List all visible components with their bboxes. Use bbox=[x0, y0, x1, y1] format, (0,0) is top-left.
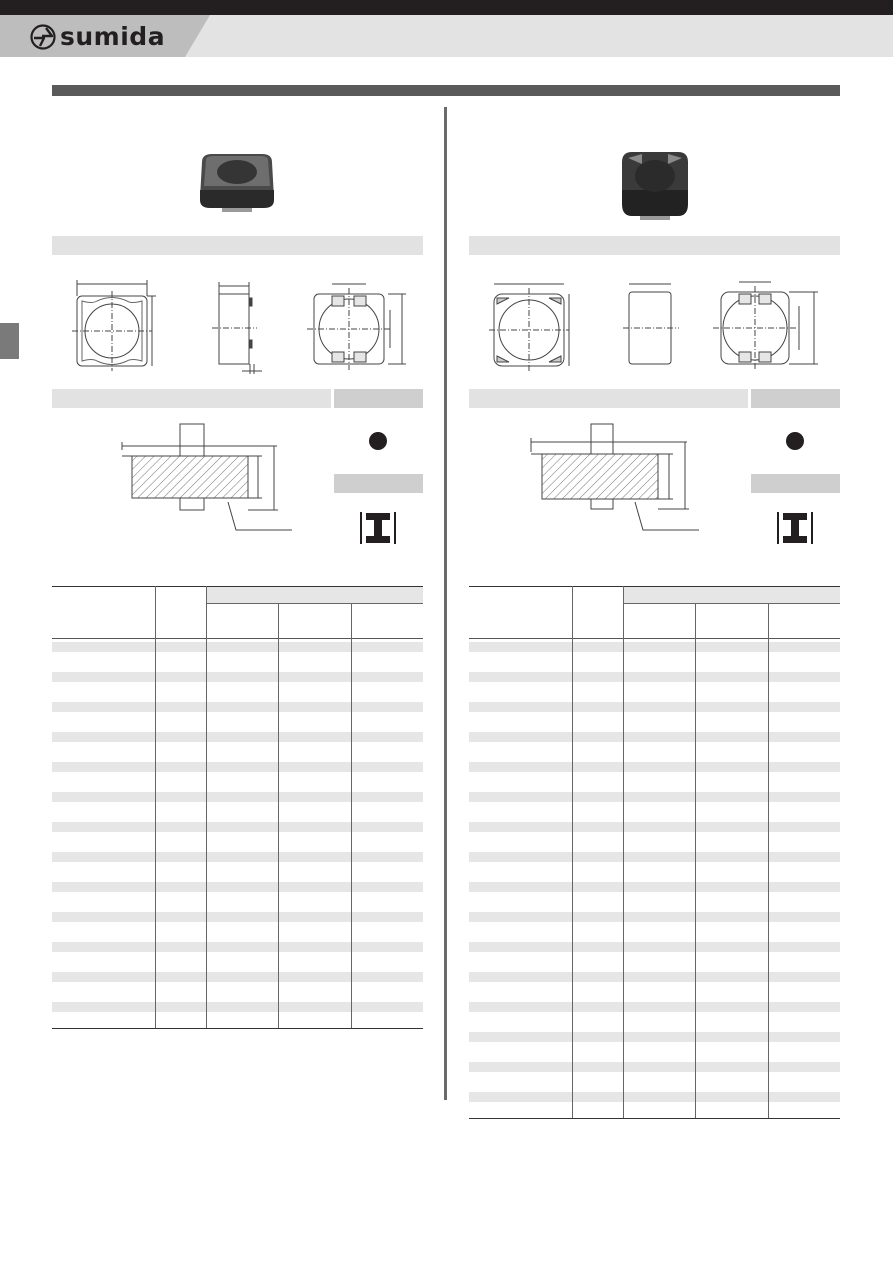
table-column-rule bbox=[278, 603, 279, 1028]
table-row bbox=[52, 792, 423, 802]
construction-band bbox=[751, 474, 840, 493]
land-pattern-drawing bbox=[52, 422, 332, 542]
table-row bbox=[469, 1032, 840, 1042]
polarity-band bbox=[334, 389, 423, 408]
table-column-rule bbox=[351, 603, 352, 1028]
construction-band bbox=[334, 474, 423, 493]
table-row bbox=[469, 1062, 840, 1072]
table-row bbox=[469, 792, 840, 802]
product-photo bbox=[192, 150, 282, 214]
dot-marker-icon bbox=[367, 430, 389, 452]
table-row bbox=[52, 642, 423, 652]
table-row bbox=[52, 822, 423, 832]
column-divider bbox=[444, 107, 447, 1100]
table-row bbox=[52, 882, 423, 892]
table-column-rule bbox=[623, 586, 624, 1118]
table-bottom-rule bbox=[52, 1028, 423, 1029]
table-row bbox=[52, 1002, 423, 1012]
table-column-rule bbox=[768, 603, 769, 1118]
table-header-rule bbox=[52, 638, 423, 639]
table-row bbox=[469, 942, 840, 952]
product-photo bbox=[614, 148, 696, 222]
table-header-rule bbox=[469, 638, 840, 639]
dot-marker-icon bbox=[784, 430, 806, 452]
table-group-header bbox=[624, 587, 840, 603]
table-row bbox=[52, 672, 423, 682]
table-row bbox=[469, 702, 840, 712]
table-row bbox=[469, 882, 840, 892]
table-row bbox=[52, 942, 423, 952]
table-column-rule bbox=[695, 603, 696, 1118]
dimensions-band bbox=[52, 236, 423, 255]
polarity-band bbox=[751, 389, 840, 408]
product-column-left bbox=[52, 0, 423, 1263]
table-column-rule bbox=[572, 586, 573, 1118]
table-group-rule bbox=[624, 603, 840, 604]
table-row bbox=[469, 972, 840, 982]
side-index-tab bbox=[0, 323, 19, 359]
i-beam-core-icon bbox=[775, 510, 815, 546]
land-pattern-drawing bbox=[469, 422, 749, 542]
table-column-rule bbox=[155, 586, 156, 1028]
brand-name: sumida bbox=[60, 22, 166, 51]
table-row bbox=[52, 762, 423, 772]
spec-table bbox=[469, 586, 840, 1120]
dimension-drawing bbox=[52, 276, 423, 376]
table-row bbox=[469, 672, 840, 682]
dimension-drawing bbox=[469, 276, 840, 376]
table-row bbox=[52, 972, 423, 982]
table-row bbox=[52, 702, 423, 712]
table-row bbox=[52, 732, 423, 742]
table-group-rule bbox=[207, 603, 423, 604]
table-row bbox=[52, 852, 423, 862]
spec-table bbox=[52, 586, 423, 1030]
table-row bbox=[469, 822, 840, 832]
table-group-header bbox=[207, 587, 423, 603]
table-row bbox=[469, 762, 840, 772]
table-row bbox=[52, 912, 423, 922]
i-beam-core-icon bbox=[358, 510, 398, 546]
table-row bbox=[469, 732, 840, 742]
dimensions-band bbox=[469, 236, 840, 255]
land-pattern-band bbox=[469, 389, 748, 408]
table-column-rule bbox=[206, 586, 207, 1028]
table-bottom-rule bbox=[469, 1118, 840, 1119]
table-row bbox=[469, 642, 840, 652]
table-row bbox=[469, 1092, 840, 1102]
table-row bbox=[469, 852, 840, 862]
table-row bbox=[469, 1002, 840, 1012]
table-row bbox=[469, 912, 840, 922]
product-column-right bbox=[469, 0, 840, 1263]
land-pattern-band bbox=[52, 389, 331, 408]
